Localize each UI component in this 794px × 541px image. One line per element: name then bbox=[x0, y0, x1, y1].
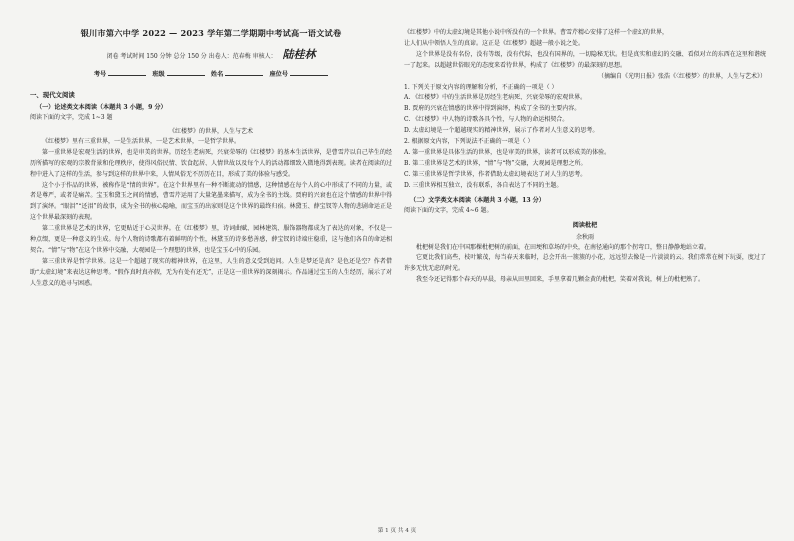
exam-title: 银川市第六中学 2022 — 2023 学年第二学期期中考试高一语文试卷 bbox=[80, 28, 342, 38]
essay-title: 《红楼梦》的世界，人生与艺术 bbox=[168, 127, 253, 135]
option-c[interactable]: C. 《红楼梦》中人物的诗歌各具个性，与人物的命运相契合。 bbox=[404, 116, 569, 124]
page-footer: 第 1 页 共 4 页 bbox=[377, 528, 417, 534]
continued-line: 让人们从中领悟人生的真谛。这正是《红楼梦》超越一般小说之处。 bbox=[404, 39, 585, 47]
story-paragraph: 枇杷树是我们在中国那棵枇杷树的前面，在田埂和草场的中央，在南径通向的那个拐弯口，整日静静地站立着。 bbox=[416, 243, 711, 251]
question-2: 2. 根据原文内容，下列说法不正确的一项是（ ） bbox=[404, 138, 534, 146]
option-d[interactable]: D. 太虚幻境是一个超越现实的精神世界，展示了作者对人生意义的思考。 bbox=[404, 127, 599, 135]
section-heading: 一、现代文阅读 bbox=[30, 91, 75, 99]
question-1: 1. 下列关于原文内容的理解和分析，不正确的一项是（ ） bbox=[404, 83, 558, 91]
right-column bbox=[404, 28, 766, 286]
story-paragraph: 它更比我们高些，枝叶繁茂，每当春天来临时，总会开出一簇簇的小花，远远望去像是一片淡淡的云。我们常常在树下玩耍，度过了许多无忧无虑的时光。 bbox=[404, 254, 766, 273]
option-c[interactable]: C. 第三重世界是哲学世界，作者借助太虚幻境表达了对人生的思考。 bbox=[404, 170, 587, 178]
reviewer-signature: 陆桂林 bbox=[282, 48, 316, 61]
student-info-fields bbox=[30, 69, 392, 78]
story-author: 余秋雨 bbox=[575, 233, 594, 241]
continued-line: 《红楼梦》中的太虚幻境是其他小说中所没有的一个世界。曹雪芹精心安排了这样一个虚幻的世界， bbox=[404, 29, 669, 36]
essay-paragraph: 《红楼梦》里有三重世界，一是生活世界，一是艺术世界，一是哲学世界。 bbox=[42, 137, 241, 145]
source-note: （摘编自《光明日报》张浩《〈红楼梦〉的世界，人生与艺术》） bbox=[597, 72, 766, 80]
field-exam-number[interactable]: 考号 bbox=[94, 69, 147, 78]
option-a[interactable]: A. 《红楼梦》中的生活世界是历经生老病死、兴衰荣辱的宏观世界。 bbox=[404, 94, 587, 102]
left-column bbox=[30, 28, 392, 290]
subsection-heading-2: （二）文学类文本阅读（本题共 3 小题，13 分） bbox=[410, 196, 545, 204]
exam-meta bbox=[30, 46, 392, 62]
story-paragraph: 我至今还记得那个春天的早晨，母亲从田里回来，手里拿着几颗金黄的枇杷，笑着对我说，树上的枇杷熟了。 bbox=[416, 276, 705, 284]
essay-paragraph: 第二重世界是艺术的世界，它更贴近于心灵世界。在《红楼梦》里，诗词曲赋、园林建筑、服饰器物都成为了表达的对象，不仅是一种点缀，更是一种意义的生成。每个人物的诗歌都有着鲜明的个性，林黛玉的诗多愁善感，薛宝钗的诗端庄稳重，这与他们各自的命运相契合。“情”与“物”在这个世界中交融，大观园是一个理想的世界，也是宝玉心中的乐园。 bbox=[30, 225, 392, 254]
essay-paragraph: 第三重世界是哲学世界。这是一个超越了现实的精神世界，在这里，人生的意义受到追问。人生是梦还是真？是色还是空？作者借助“太虚幻境”来表达这种思考。“假作真时真亦假，无为有处有还无”，正是这一重世界的深刻揭示。作品通过宝玉的人生经历，展示了对人生意义的追寻与困惑。 bbox=[30, 257, 392, 287]
essay-paragraph: 第一重世界是宏观生活的世界，也是审美的世界。历经生老病死，兴衰荣辱的《红楼梦》的基本生活世界，是曹雪芹以自己毕生的经历所描写的宏观的宗教背景和伦理秩序，使得风俗民情、饮食起居、人情世故以及每个人的活动都细致入微地得到表现。读者在阅读的过程中进入了这样的生活，参与到这样的世界中来，人情风俗无不历历在目，形成了美的体验与感受。 bbox=[30, 148, 392, 178]
field-class[interactable]: 班级 bbox=[152, 69, 205, 78]
instruction: 阅读下面的文字，完成 1~3 题 bbox=[30, 114, 113, 121]
story-title: 阅读枇杷 bbox=[572, 221, 598, 229]
option-b[interactable]: B. 第二重世界是艺术的世界，“情”与“物”交融，大观园是理想之所。 bbox=[404, 159, 587, 167]
option-a[interactable]: A. 第一重世界是具体生活的世界，也是审美的世界，读者可以形成美的体验。 bbox=[404, 148, 611, 156]
essay-paragraph: 这个世界是没有名份，没有等级，没有代际，也没有国界的，一切隐秘无状。但是真实和虚幻的交融、看似对立的东西在这里和谐统一了起来。以超越世俗眼光的态度来看待世界，构成了《红楼梦》的最深刻的思想。 bbox=[404, 50, 766, 69]
subsection-heading: （一）论述类文本阅读（本题共 3 小题，9 分） bbox=[36, 104, 167, 111]
field-seat-number[interactable]: 座位号 bbox=[269, 69, 328, 78]
option-d[interactable]: D. 三重世界相互独立，没有联系，各自表达了不同的主题。 bbox=[404, 181, 563, 189]
essay-paragraph: 这个小于作品的世界，被称作是“情的世界”。在这个世界里有一种不断流动的情感，这种情感在每个人的心中形成了不同的力量，或者是尊严，或者是痛苦。宝玉和黛玉之间的情感，曹雪芹运用了大量笔墨来描写，成为全书的主线。贾府的兴衰也在这个情感的世界中得到了演绎。“眼泪”“还泪”的故事，成为全书的核心隐喻，而宝玉的出家则是这个世界的最终归宿。林黛玉、薛宝钗等人物的悲剧命运正是这个世界最深刻的表现。 bbox=[30, 181, 392, 222]
exam-meta-text: 闭卷 考试时间 150 分钟 总分 150 分 出卷人：范春梅 审核人： bbox=[106, 53, 277, 60]
instruction-2: 阅读下面的文字，完成 4~6 题。 bbox=[404, 206, 493, 214]
field-name[interactable]: 姓名 bbox=[211, 69, 264, 78]
option-b[interactable]: B. 贾府的兴衰在情感的世界中得到演绎，构成了全书的主要内容。 bbox=[404, 105, 581, 113]
